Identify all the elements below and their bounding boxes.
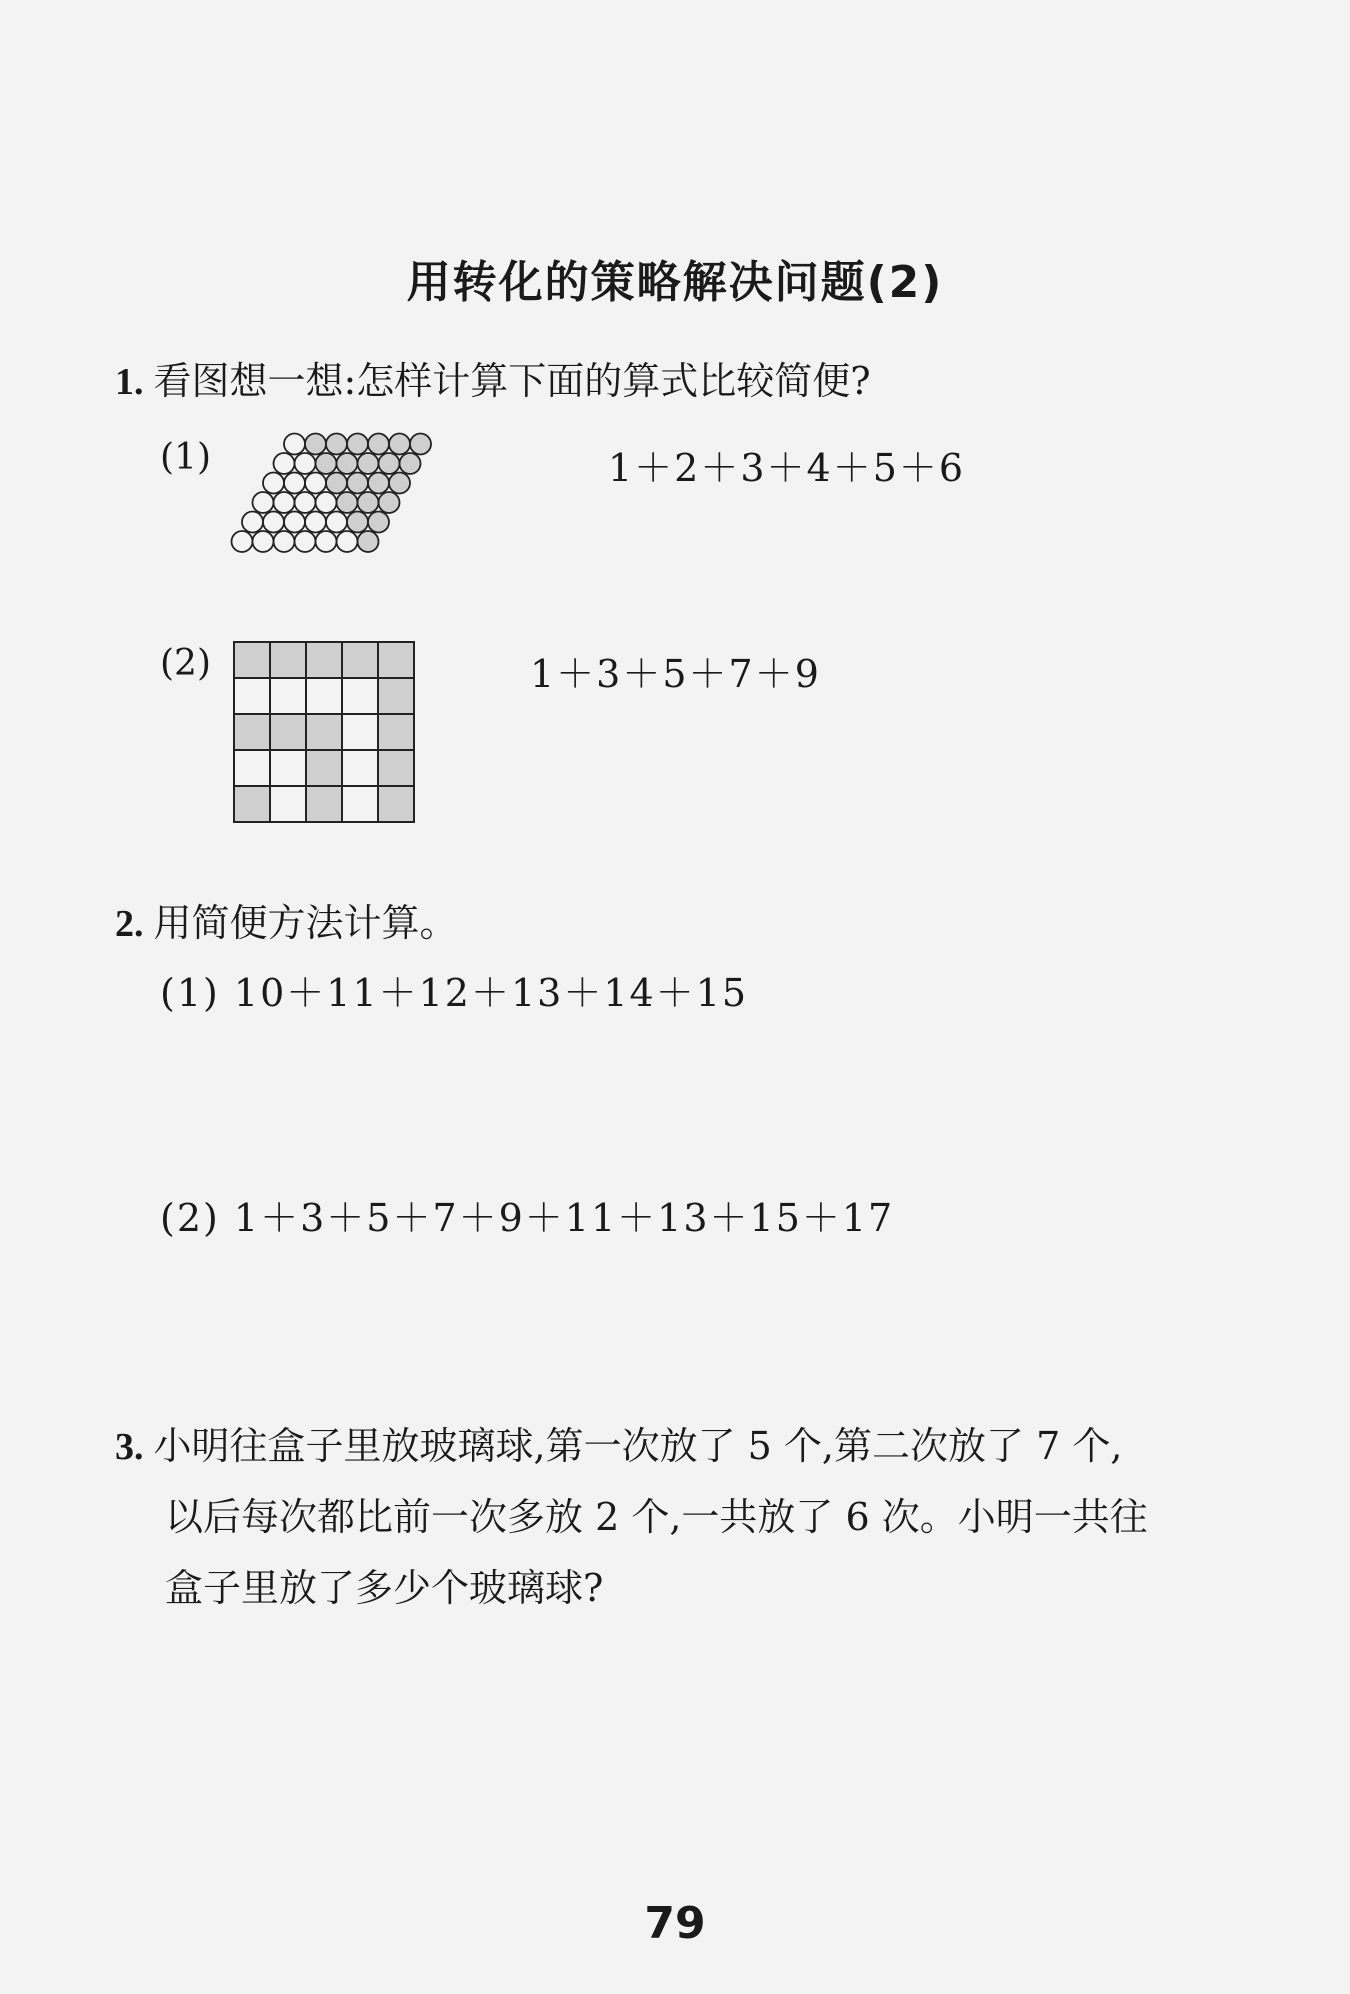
grid-cell (270, 678, 306, 714)
shaded-circle (337, 492, 358, 513)
shaded-circle (400, 453, 421, 474)
circle (295, 453, 316, 474)
page-number: 79 (644, 1898, 706, 1949)
shaded-circle (389, 434, 410, 455)
q1-part1-expression: 1＋2＋3＋4＋5＋6 (608, 446, 966, 490)
circle (274, 492, 295, 513)
circle (284, 473, 305, 494)
shaded-circle (347, 434, 368, 455)
shaded-circle (337, 453, 358, 474)
question-2 (115, 892, 458, 947)
shaded-circle (368, 434, 389, 455)
circle (274, 531, 295, 552)
circle (242, 512, 263, 533)
grid-cell (234, 678, 270, 714)
circle-parallelogram-figure (228, 432, 508, 597)
circle (253, 492, 274, 513)
circle (263, 473, 284, 494)
grid-cell (306, 678, 342, 714)
shaded-grid-cell (234, 714, 270, 750)
circle (284, 434, 305, 455)
shaded-grid-cell (270, 642, 306, 678)
circle (326, 512, 347, 533)
circle (263, 512, 284, 533)
question-2-number: 2. (115, 903, 144, 945)
question-1-text: 看图想一想:怎样计算下面的算式比较简便? (153, 359, 871, 403)
shaded-circle (368, 512, 389, 533)
circle (232, 531, 253, 552)
circle (253, 531, 274, 552)
circle (316, 531, 337, 552)
q2-part2-label: (2) (160, 1196, 220, 1240)
grid-cell (342, 714, 378, 750)
shaded-circle (316, 453, 337, 474)
shaded-grid-cell (234, 786, 270, 822)
question-3-line-1: 小明往盒子里放玻璃球,第一次放了 5 个,第二次放了 7 个, (153, 1424, 1123, 1468)
shaded-circle (358, 453, 379, 474)
shaded-circle (379, 453, 400, 474)
circle (295, 492, 316, 513)
q2-part2-expression: 1＋3＋5＋7＋9＋11＋13＋15＋17 (233, 1196, 895, 1240)
shaded-grid-cell (306, 750, 342, 786)
circle (316, 492, 337, 513)
grid-cell (342, 786, 378, 822)
shaded-grid-cell (378, 642, 414, 678)
question-1-number: 1. (115, 361, 144, 403)
grid-cell (342, 678, 378, 714)
shaded-grid-cell (378, 714, 414, 750)
grid-cell (270, 786, 306, 822)
question-3-line-2: 以后每次都比前一次多放 2 个,一共放了 6 次。小明一共往 (165, 1495, 1148, 1539)
circle (274, 453, 295, 474)
grid-cell (234, 750, 270, 786)
shaded-grid-cell (342, 642, 378, 678)
grid-cell (342, 750, 378, 786)
circle (337, 531, 358, 552)
shaded-circle (389, 473, 410, 494)
question-2-text: 用简便方法计算。 (153, 901, 458, 945)
circle (305, 473, 326, 494)
shaded-grid-cell (378, 786, 414, 822)
grid-cell (270, 750, 306, 786)
q2-part1-expression: 10＋11＋12＋13＋14＋15 (233, 971, 749, 1015)
shaded-circle (358, 531, 379, 552)
question-3 (115, 1415, 1122, 1470)
question-3-line-3: 盒子里放了多少个玻璃球? (165, 1566, 604, 1610)
square-grid-figure (232, 640, 422, 830)
shaded-circle (326, 434, 347, 455)
shaded-grid-cell (306, 786, 342, 822)
shaded-grid-cell (378, 678, 414, 714)
shaded-circle (410, 434, 431, 455)
q1-part2-expression: 1＋3＋5＋7＋9 (530, 652, 821, 696)
q1-part1-label: (1) (160, 437, 211, 478)
shaded-circle (368, 473, 389, 494)
shaded-circle (347, 473, 368, 494)
shaded-grid-cell (234, 642, 270, 678)
shaded-grid-cell (306, 714, 342, 750)
circle (284, 512, 305, 533)
page-title: 用转化的策略解决问题(2) (406, 257, 944, 308)
shaded-grid-cell (306, 642, 342, 678)
shaded-circle (358, 492, 379, 513)
shaded-circle (379, 492, 400, 513)
q2-part1-label: (1) (160, 971, 220, 1015)
question-3-number: 3. (115, 1426, 144, 1468)
question-1 (115, 350, 871, 405)
shaded-circle (347, 512, 368, 533)
circle (295, 531, 316, 552)
circle (305, 512, 326, 533)
shaded-circle (326, 473, 347, 494)
q2-part2 (160, 1187, 894, 1242)
shaded-grid-cell (378, 750, 414, 786)
q2-part1 (160, 962, 748, 1017)
shaded-grid-cell (270, 714, 306, 750)
shaded-circle (305, 434, 326, 455)
q1-part2-label: (2) (160, 643, 211, 684)
